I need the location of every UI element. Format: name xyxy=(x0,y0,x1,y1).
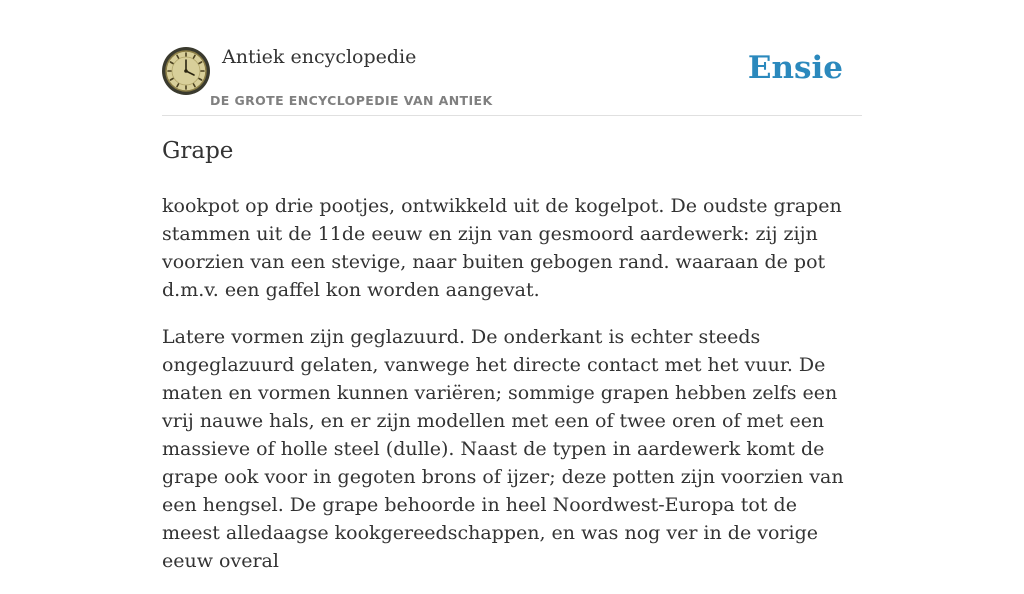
article-body xyxy=(162,192,860,594)
site-subtitle: DE GROTE ENCYCLOPEDIE VAN ANTIEK xyxy=(210,93,493,108)
article-paragraph: Latere vormen zijn geglazuurd. De onderkant is echter steeds ongeglazuurd gelaten, vanwege het directe contact met het vuur. De maten en vormen kunnen variëren; sommige grapen hebben zelfs een vrij nauwe hals, en er zijn modellen met een of twee oren of met een massieve of holle steel (dulle). Naast de typen in aardewerk komt de grape ook voor in gegoten brons of ijzer; deze potten zijn voorzien van een hengsel. De grape behoorde in heel Noordwest-Europa tot de meest alledaagse kookgereedschappen, en was nog ver in de vorige eeuw overal xyxy=(162,326,844,572)
site-header xyxy=(162,42,862,116)
article-paragraph: kookpot op drie pootjes, ontwikkeld uit de kogelpot. De oudste grapen stammen uit de 11de eeuw en zijn van gesmoord aardewerk: zij zijn voorzien van een stevige, naar buiten gebogen rand. waaraan de pot d.m.v. een gaffel kon worden aangevat. xyxy=(162,195,842,301)
page-title: Grape xyxy=(162,138,234,164)
header-divider xyxy=(162,115,862,116)
clock-icon[interactable] xyxy=(162,47,210,95)
site-title[interactable]: Antiek encyclopedie xyxy=(222,46,417,68)
brand-logo[interactable]: Ensie xyxy=(747,50,843,86)
